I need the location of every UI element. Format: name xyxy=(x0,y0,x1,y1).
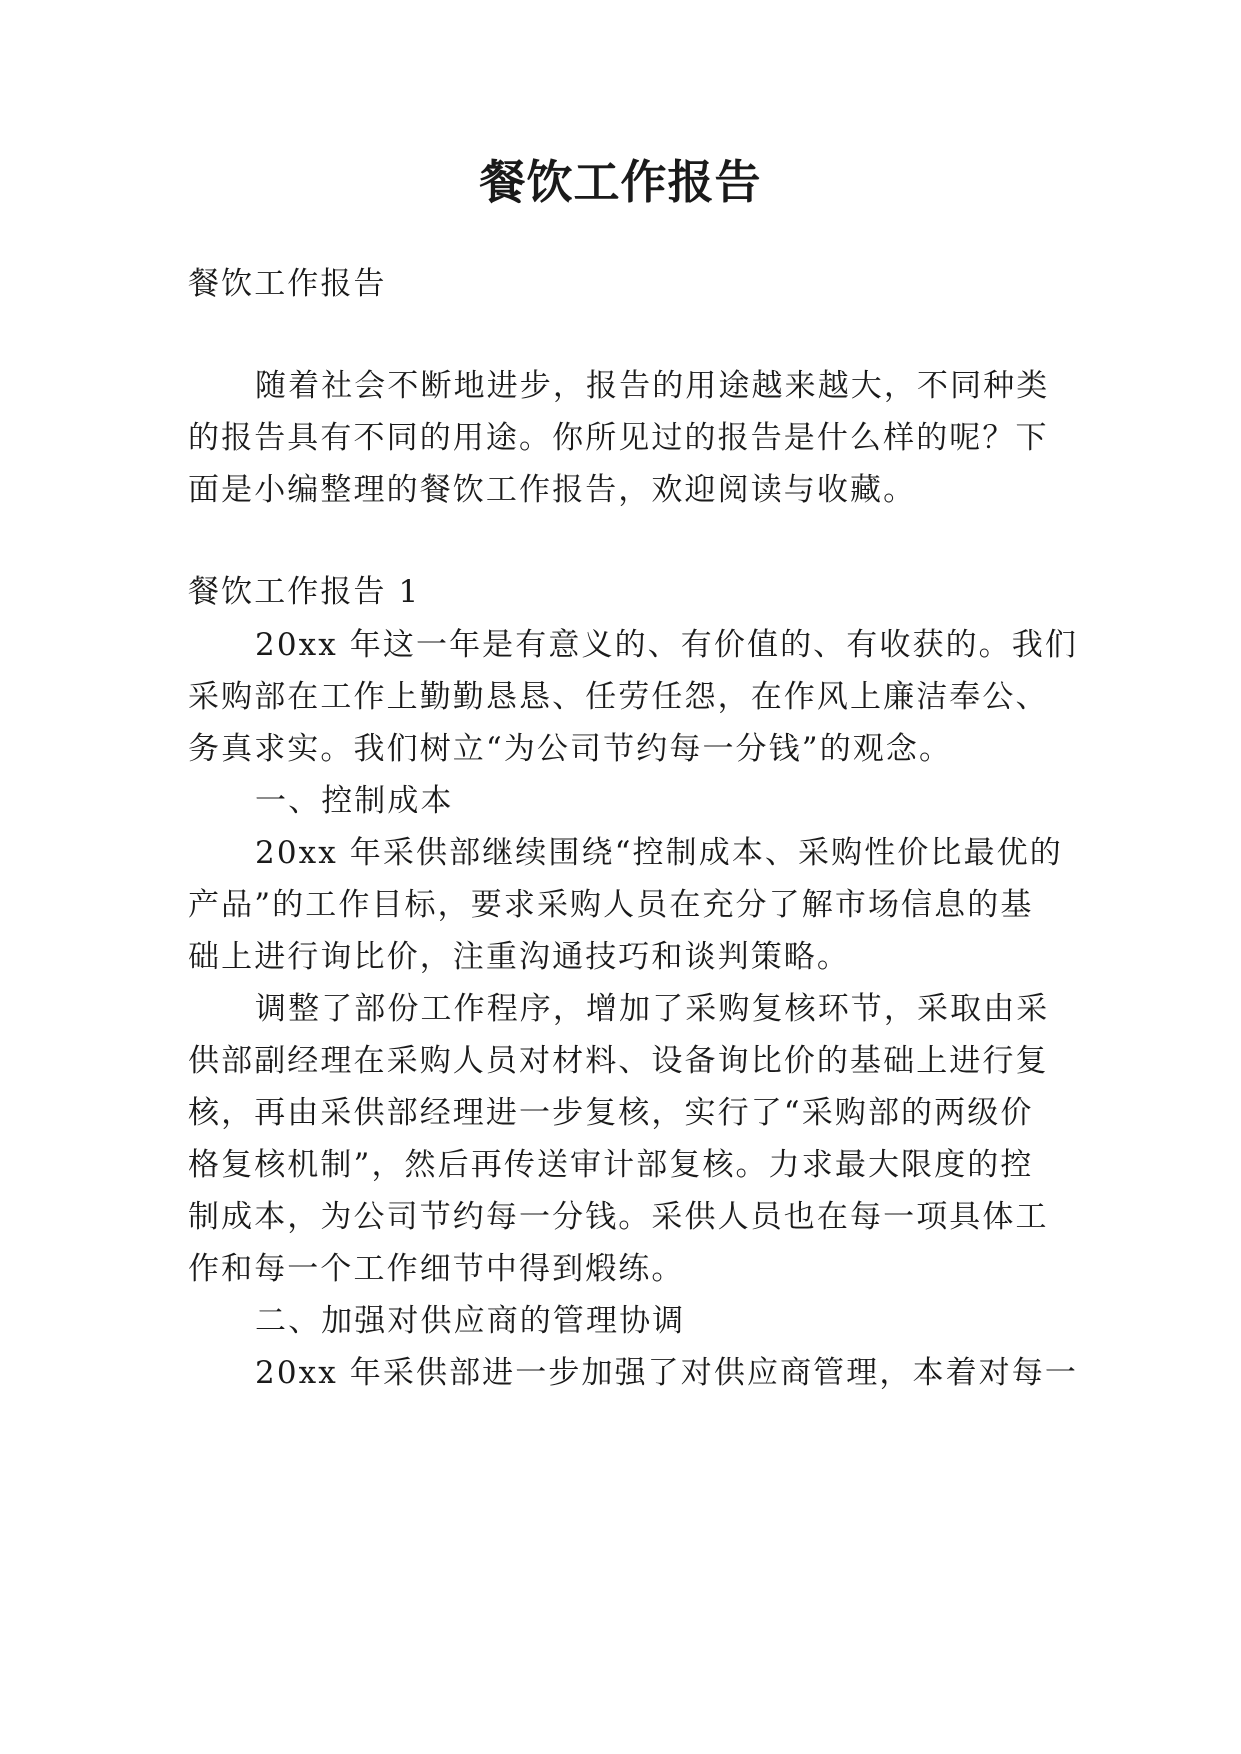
section-heading: 餐饮工作报告 1 xyxy=(188,574,421,610)
para3-line-4: 格复核机制”，然后再传送审计部复核。力求最大限度的控 xyxy=(188,1147,1034,1183)
para4-line-1: 20xx 年采供部进一步加强了对供应商管理，本着对每一 xyxy=(255,1355,1078,1391)
para2-line-3: 础上进行询比价，注重沟通技巧和谈判策略。 xyxy=(188,939,850,975)
para3-line-1: 调整了部份工作程序，增加了采购复核环节，采取由采 xyxy=(255,991,1050,1027)
para1-line-2: 采购部在工作上勤勤恳恳、任劳任怨，在作风上廉洁奉公、 xyxy=(188,679,1049,715)
para2-line-1: 20xx 年采供部继续围绕“控制成本、采购性价比最优的 xyxy=(255,835,1063,871)
intro-line-1: 随着社会不断地进步，报告的用途越来越大，不同种类 xyxy=(255,368,1050,404)
document-subtitle: 餐饮工作报告 xyxy=(188,266,387,302)
para3-line-2: 供部副经理在采购人员对材料、设备询比价的基础上进行复 xyxy=(188,1043,1049,1079)
para2-line-2: 产品”的工作目标，要求采购人员在充分了解市场信息的基 xyxy=(188,887,1034,923)
para1-line-3: 务真求实。我们树立“为公司节约每一分钱”的观念。 xyxy=(188,731,953,767)
para1-line-1: 20xx 年这一年是有意义的、有价值的、有收获的。我们 xyxy=(255,627,1078,663)
heading-control-cost: 一、控制成本 xyxy=(255,783,454,819)
intro-line-3: 面是小编整理的餐饮工作报告，欢迎阅读与收藏。 xyxy=(188,472,917,508)
intro-line-2: 的报告具有不同的用途。你所见过的报告是什么样的呢？下 xyxy=(188,420,1049,456)
para3-line-6: 作和每一个工作细节中得到煅练。 xyxy=(188,1251,685,1287)
document-title: 餐饮工作报告 xyxy=(479,155,762,209)
para3-line-3: 核，再由采供部经理进一步复核，实行了“采购部的两级价 xyxy=(188,1095,1034,1131)
para3-line-5: 制成本，为公司节约每一分钱。采供人员也在每一项具体工 xyxy=(188,1199,1049,1235)
heading-supplier-management: 二、加强对供应商的管理协调 xyxy=(255,1303,686,1339)
